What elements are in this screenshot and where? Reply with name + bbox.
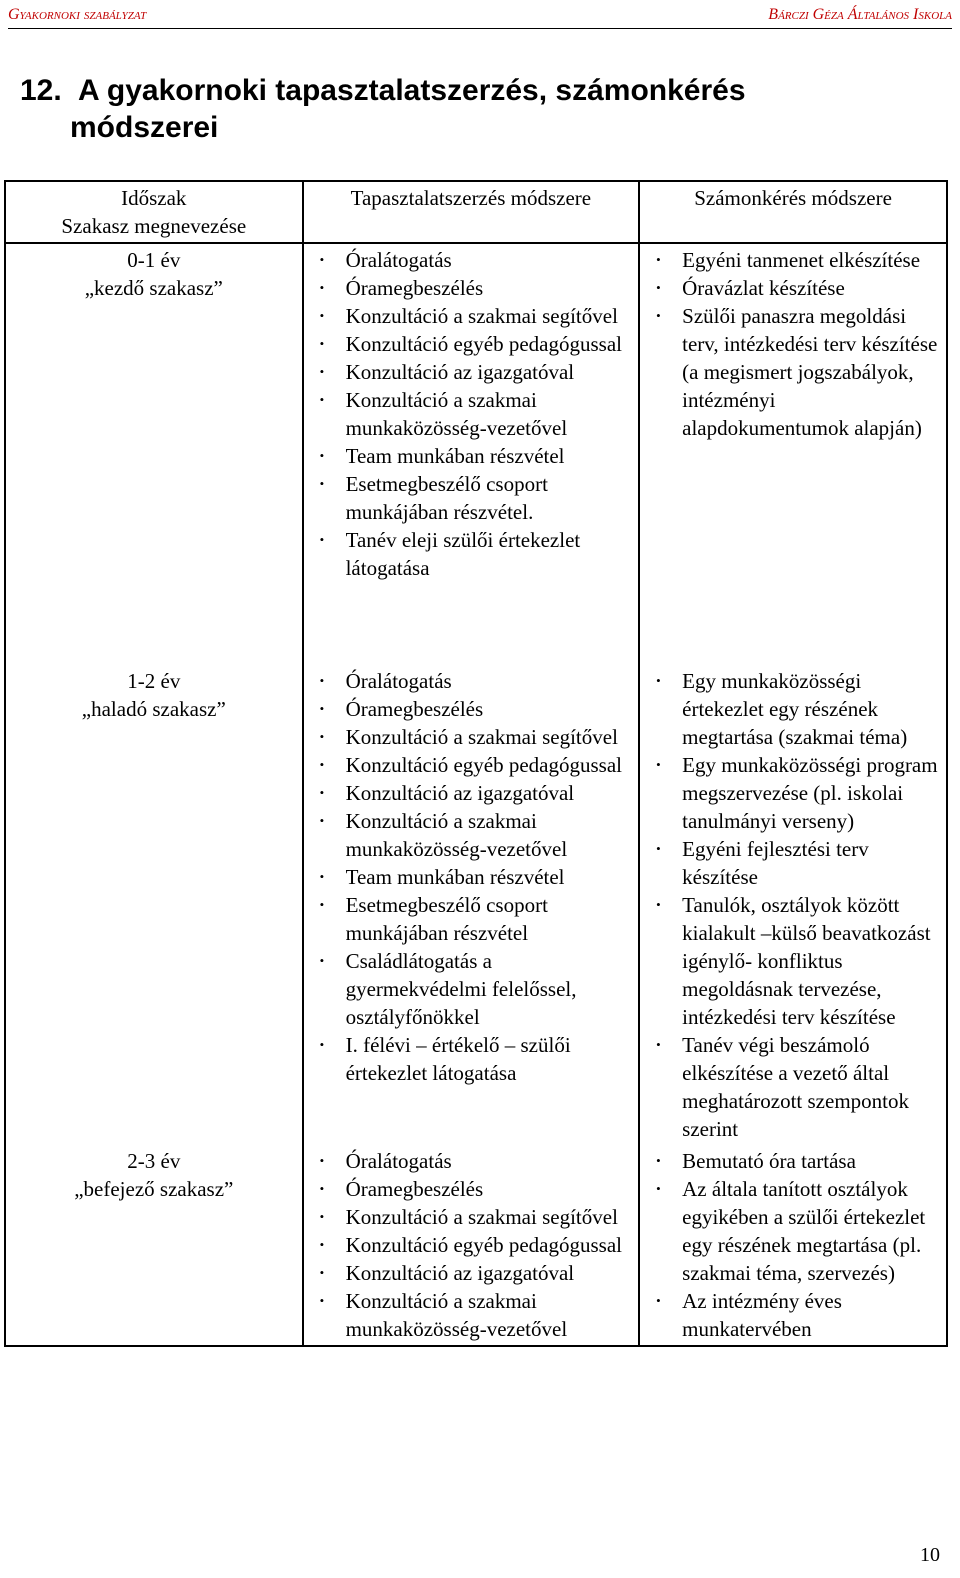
period-cell bbox=[5, 665, 303, 1145]
list-item: • I. félévi – értékelő – szülői értekezlet látogatása bbox=[310, 1031, 633, 1087]
page-header bbox=[8, 6, 952, 29]
section-title-line2: módszerei bbox=[70, 111, 219, 144]
page-number: 10 bbox=[920, 1544, 940, 1566]
list-item: • Az intézmény éves munkatervében bbox=[646, 1287, 940, 1343]
section-title bbox=[20, 72, 920, 146]
list-item: • Egy munkaközösségi program megszervezése (pl. iskolai tanulmányi verseny) bbox=[646, 751, 940, 835]
header-methods: Tapasztalatszerzés módszere bbox=[303, 181, 640, 243]
list-item: • Konzultáció a szakmai segítővel bbox=[310, 723, 633, 751]
list-item: • Team munkában részvétel bbox=[310, 442, 633, 470]
section-title-line1: A gyakornoki tapasztalatszerzés, számonkérés bbox=[78, 74, 746, 107]
table-row bbox=[5, 243, 947, 665]
list-item: • Konzultáció a szakmai segítővel bbox=[310, 1203, 633, 1231]
list-item: • Óramegbeszélés bbox=[310, 274, 633, 302]
list-item: • Konzultáció a szakmai segítővel bbox=[310, 302, 633, 330]
list-item: • Óralátogatás bbox=[310, 667, 633, 695]
assessment-list bbox=[646, 246, 940, 442]
methods-table bbox=[4, 180, 948, 1347]
list-item: • Bemutató óra tartása bbox=[646, 1147, 940, 1175]
assessment-cell bbox=[639, 243, 947, 665]
methods-list bbox=[310, 246, 633, 582]
list-item: • Óramegbeszélés bbox=[310, 695, 633, 723]
header-left: Gyakornoki szabályzat bbox=[8, 6, 147, 23]
list-item: • Esetmegbeszélő csoport munkájában részvétel. bbox=[310, 470, 633, 526]
period-cell bbox=[5, 1145, 303, 1346]
list-item: • Egy munkaközösségi értekezlet egy részének megtartása (szakmai téma) bbox=[646, 667, 940, 751]
list-item: • Esetmegbeszélő csoport munkájában részvétel bbox=[310, 891, 633, 947]
header-assessment: Számonkérés módszere bbox=[639, 181, 947, 243]
table-row bbox=[5, 1145, 947, 1346]
list-item: • Óralátogatás bbox=[310, 1147, 633, 1175]
period-label: 1-2 év bbox=[127, 669, 181, 693]
list-item: • Óramegbeszélés bbox=[310, 1175, 633, 1203]
list-item: • Tanév eleji szülői értekezlet látogatása bbox=[310, 526, 633, 582]
header-period bbox=[5, 181, 303, 243]
list-item: • Konzultáció egyéb pedagógussal bbox=[310, 330, 633, 358]
list-item: • Konzultáció az igazgatóval bbox=[310, 1259, 633, 1287]
section-number: 12. bbox=[20, 74, 62, 107]
list-item: • Konzultáció az igazgatóval bbox=[310, 779, 633, 807]
list-item: • Egyéni fejlesztési terv készítése bbox=[646, 835, 940, 891]
assessment-cell bbox=[639, 665, 947, 1145]
header-right: Bárczi Géza Általános Iskola bbox=[768, 6, 952, 23]
list-item: • Az általa tanított osztályok egyikében a szülői értekezlet egy részének megtartása (pl. szakmai téma, szervezés) bbox=[646, 1175, 940, 1287]
list-item: • Team munkában részvétel bbox=[310, 863, 633, 891]
stage-label: „befejező szakasz” bbox=[74, 1177, 234, 1201]
list-item: • Konzultáció az igazgatóval bbox=[310, 358, 633, 386]
assessment-list bbox=[646, 667, 940, 1143]
list-item: • Óralátogatás bbox=[310, 246, 633, 274]
list-item: • Konzultáció a szakmai munkaközösség-vezetővel bbox=[310, 807, 633, 863]
stage-label: „kezdő szakasz” bbox=[84, 276, 223, 300]
assessment-list bbox=[646, 1147, 940, 1343]
list-item: • Tanulók, osztályok között kialakult –külső beavatkozást igénylő- konfliktus megoldásnak tervezése, intézkedési terv készítése bbox=[646, 891, 940, 1031]
stage-label: „haladó szakasz” bbox=[81, 697, 226, 721]
methods-list bbox=[310, 667, 633, 1087]
period-cell bbox=[5, 243, 303, 665]
period-label: 2-3 év bbox=[127, 1149, 181, 1173]
list-item: • Konzultáció egyéb pedagógussal bbox=[310, 1231, 633, 1259]
table-row bbox=[5, 665, 947, 1145]
list-item: • Egyéni tanmenet elkészítése bbox=[646, 246, 940, 274]
list-item: • Szülői panaszra megoldási terv, intézkedési terv készítése (a megismert jogszabályok, intézményi alapdokumentumok alapján) bbox=[646, 302, 940, 442]
header-period-line1: Időszak bbox=[121, 186, 187, 210]
table-header-row bbox=[5, 181, 947, 243]
list-item: • Családlátogatás a gyermekvédelmi felelőssel, osztályfőnökkel bbox=[310, 947, 633, 1031]
list-item: • Konzultáció egyéb pedagógussal bbox=[310, 751, 633, 779]
list-item: • Tanév végi beszámoló elkészítése a vezető által meghatározott szempontok szerint bbox=[646, 1031, 940, 1143]
methods-cell bbox=[303, 1145, 640, 1346]
methods-cell bbox=[303, 665, 640, 1145]
list-item: • Konzultáció a szakmai munkaközösség-vezetővel bbox=[310, 1287, 633, 1343]
header-period-line2: Szakasz megnevezése bbox=[61, 214, 247, 238]
methods-list bbox=[310, 1147, 633, 1343]
methods-cell bbox=[303, 243, 640, 665]
assessment-cell bbox=[639, 1145, 947, 1346]
period-label: 0-1 év bbox=[127, 248, 181, 272]
list-item: • Konzultáció a szakmai munkaközösség-vezetővel bbox=[310, 386, 633, 442]
list-item: • Óravázlat készítése bbox=[646, 274, 940, 302]
